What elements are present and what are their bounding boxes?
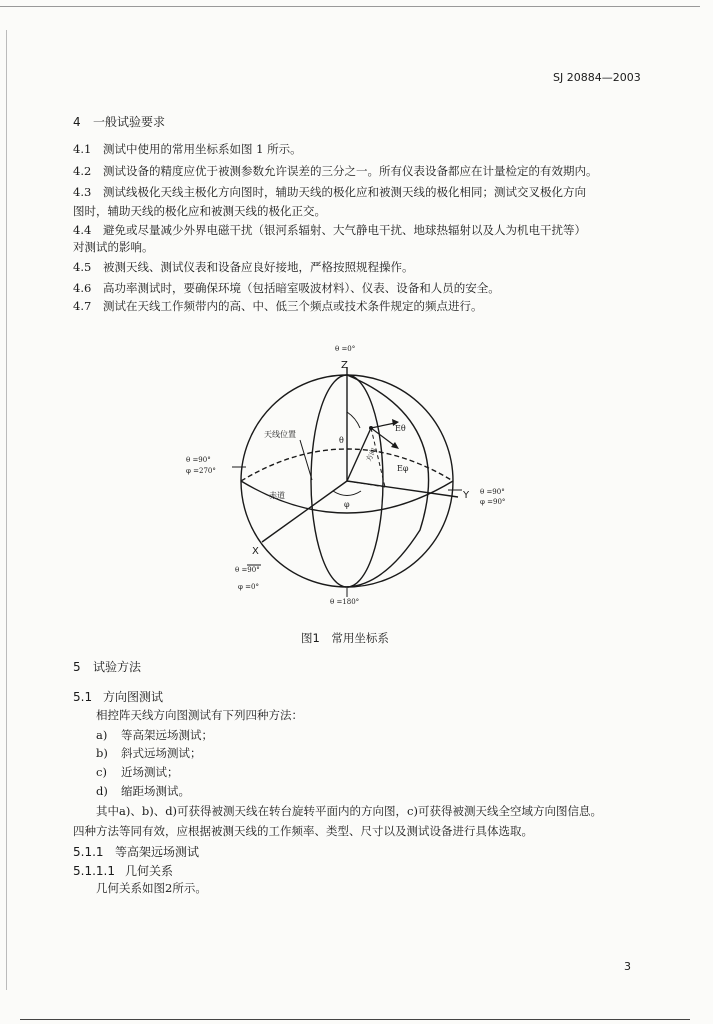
section-number: 4	[73, 115, 81, 129]
clause-number: 4.5	[73, 260, 92, 274]
right-theta-label: θ =90°	[480, 488, 505, 496]
clause-text: 避免或尽量减少外界电磁干扰（银河系辐射、大气静电干扰、地球热辐射以及人为机电干扰等）	[103, 223, 586, 237]
method-c	[96, 765, 179, 779]
clause-number: 4.3	[73, 185, 92, 199]
front-theta-label: θ =90°	[235, 566, 260, 574]
left-phi-label: φ =270°	[186, 467, 216, 475]
method-text: 缩距场测试。	[121, 784, 190, 798]
methods-paragraph-2: 四种方法等同有效，应根据被测天线的工作频率、类型、尺寸以及测试设备进行具体选取。	[73, 824, 533, 838]
method-a	[96, 728, 213, 742]
method-label: a)	[96, 728, 108, 742]
clause-number: 5.1.1.1	[73, 864, 115, 878]
clause-text: 测试在天线工作频带内的高、中、低三个频点或技术条件规定的频点进行。	[103, 299, 483, 313]
e-phi-arrowhead	[391, 442, 399, 449]
clause-title: 方向图测试	[103, 690, 164, 704]
method-label: b)	[96, 746, 108, 760]
method-d	[96, 784, 190, 798]
method-text: 近场测试；	[121, 765, 179, 779]
theta-arc	[347, 412, 360, 428]
clause-number: 4.7	[73, 299, 92, 313]
clause-5-1-heading	[73, 688, 163, 705]
antenna-position-dot	[369, 426, 373, 430]
document-code: SJ 20884—2003	[553, 71, 641, 84]
method-label: d)	[96, 784, 108, 798]
clause-text: 测试线极化天线主极化方向图时，辅助天线的极化应和被测天线的极化相同；测试交叉极化方向	[103, 185, 586, 199]
method-text: 斜式远场测试；	[121, 746, 202, 760]
tilted-meridian	[347, 375, 429, 587]
phi-symbol: φ	[344, 500, 350, 509]
method-text: 等高架远场测试；	[121, 728, 213, 742]
section-title: 一般试验要求	[93, 115, 166, 129]
geometry-reference: 几何关系如图2所示。	[96, 881, 207, 895]
phi-arc	[333, 491, 361, 496]
methods-paragraph-1: 其中a)、b)、d)可获得被测天线在转台旋转平面内的方向图，c)可获得被测天线全空域方向图信息。	[96, 804, 602, 818]
front-phi-label: φ =0°	[238, 583, 259, 591]
section-title: 试验方法	[93, 660, 142, 674]
label-pointer	[300, 440, 312, 480]
clause-text: 高功率测试时，要确保环境（包括暗室吸波材料）、仪表、设备和人员的安全。	[103, 281, 500, 295]
y-axis-label: Y	[463, 490, 470, 501]
clause-4-4-continued: 对测试的影响。	[73, 240, 154, 254]
clause-5-1-1-1-heading	[73, 862, 173, 879]
bottom-theta-label: θ =180°	[330, 598, 360, 606]
clause-text: 被测天线、测试仪表和设备应良好接地，严格按照规程操作。	[103, 260, 414, 274]
e-theta-vector	[371, 423, 395, 428]
left-theta-label: θ =90°	[186, 456, 211, 464]
figure-1-caption: 图1 常用坐标系	[301, 631, 389, 645]
clause-text: 测试中使用的常用坐标系如图 1 所示。	[103, 142, 302, 156]
right-phi-label: φ =90°	[480, 498, 506, 506]
e-phi-label: Eφ	[397, 464, 409, 473]
e-theta-label: Eθ	[395, 424, 406, 433]
clause-4-3-continued: 图时，辅助天线的极化应和被测天线的极化正交。	[73, 204, 326, 218]
page-number: 3	[624, 960, 631, 973]
clause-number: 4.4	[73, 223, 92, 237]
direction-label: 方向	[364, 446, 379, 463]
section-number: 5	[73, 660, 81, 674]
clause-number: 4.2	[73, 164, 92, 178]
antenna-position-label: 天线位置	[264, 430, 296, 439]
clause-number: 4.1	[73, 142, 92, 156]
equator-label: 赤道	[269, 491, 285, 500]
clause-number: 4.6	[73, 281, 92, 295]
section-5-heading	[73, 658, 141, 675]
method-b	[96, 746, 202, 760]
clause-number: 5.1	[73, 690, 93, 704]
methods-intro: 相控阵天线方向图测试有下列四种方法：	[96, 708, 303, 722]
clause-title: 等高架远场测试	[115, 845, 200, 859]
theta-symbol: θ	[339, 436, 344, 445]
method-label: c)	[96, 765, 107, 779]
top-theta-label: θ =0°	[335, 345, 356, 353]
z-axis-label: Z	[341, 360, 348, 371]
clause-5-1-1-heading	[73, 843, 199, 860]
x-axis-label: X	[252, 546, 259, 557]
clause-number: 5.1.1	[73, 845, 104, 859]
clause-text: 测试设备的精度应优于被测参数允许误差的三分之一。所有仪表设备都应在计量检定的有效期内。	[103, 164, 598, 178]
clause-title: 几何关系	[125, 864, 174, 878]
